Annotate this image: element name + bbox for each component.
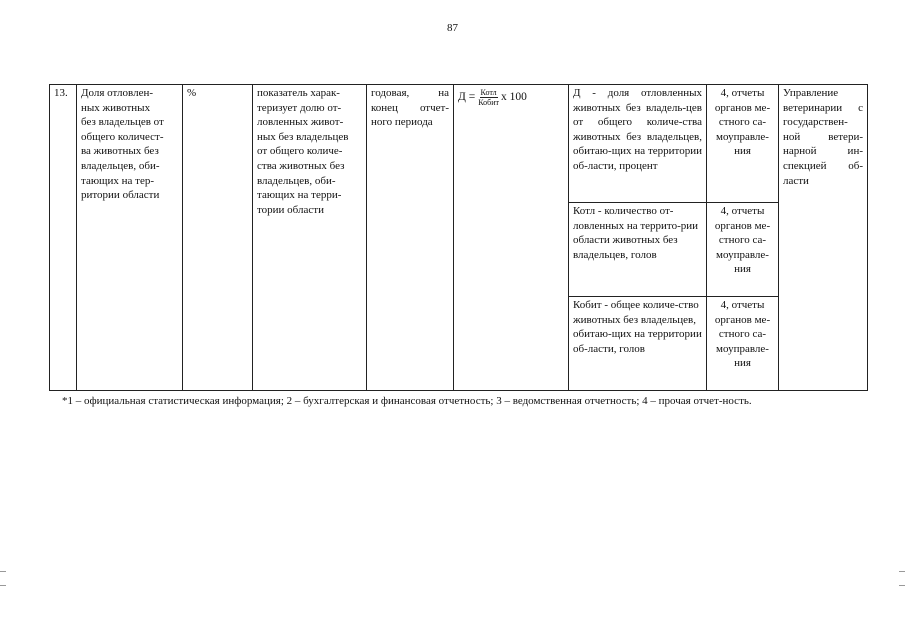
variable-source-cell: 4, отчеты органов ме-стного са-моуправле-ния: [707, 297, 779, 391]
variable-description-cell: Котл - количество от-ловленных на террито-рии области животных без владельцев, голов: [569, 203, 707, 297]
formula: [458, 86, 564, 107]
footnote: *1 – официальная статистическая информация; 2 – бухгалтерская и финансовая отчетность; 3 – ведомственная отчетность; 4 – прочая отчет-ность.: [62, 395, 752, 407]
formula-denominator: Кобит: [478, 98, 500, 107]
variable-source-cell: 4, отчеты органов ме-стного са-моуправле-ния: [707, 85, 779, 203]
formula-rhs: x 100: [501, 91, 527, 104]
page-number: 87: [447, 22, 458, 34]
table-row: [50, 85, 868, 203]
periodicity-cell: годовая, на конец отчет-ного периода: [367, 85, 454, 391]
variable-description-cell: Кобит - общее количе-ство животных без владельцев, обитаю-щих на территории об-ласти, голов: [569, 297, 707, 391]
left-edge-mark: [0, 571, 6, 572]
formula-lhs: Д =: [458, 91, 476, 104]
indicator-table: [49, 84, 868, 391]
left-edge-mark: [0, 585, 6, 586]
row-number-cell: 13.: [50, 85, 77, 391]
variable-description-cell: Д - доля отловленных животных без владель-цев от общего количе-ства животных без владельцев, обитаю-щих на территории об-ласти, процент: [569, 85, 707, 203]
right-edge-mark: [899, 585, 905, 586]
definition-cell: показатель харак- теризует долю от- ловленных живот- ных без владельцев от общего количе- ства животных без владельцев, оби- тающих на терри- тории области: [253, 85, 367, 391]
formula-numerator: Котл: [480, 88, 497, 97]
unit-cell: %: [183, 85, 253, 391]
indicator-name-cell: Доля отловлен- ных животных без владельцев от общего количест- ва животных без владельцев, оби- тающих на тер- ритории области: [77, 85, 183, 391]
formula-cell: [454, 85, 569, 391]
responsible-cell: Управление ветеринарии с государствен-ной ветери-нарной ин-спекцией об-ласти: [779, 85, 868, 391]
right-edge-mark: [899, 571, 905, 572]
variable-source-cell: 4, отчеты органов ме-стного са-моуправле-ния: [707, 203, 779, 297]
formula-fraction: [478, 88, 499, 107]
